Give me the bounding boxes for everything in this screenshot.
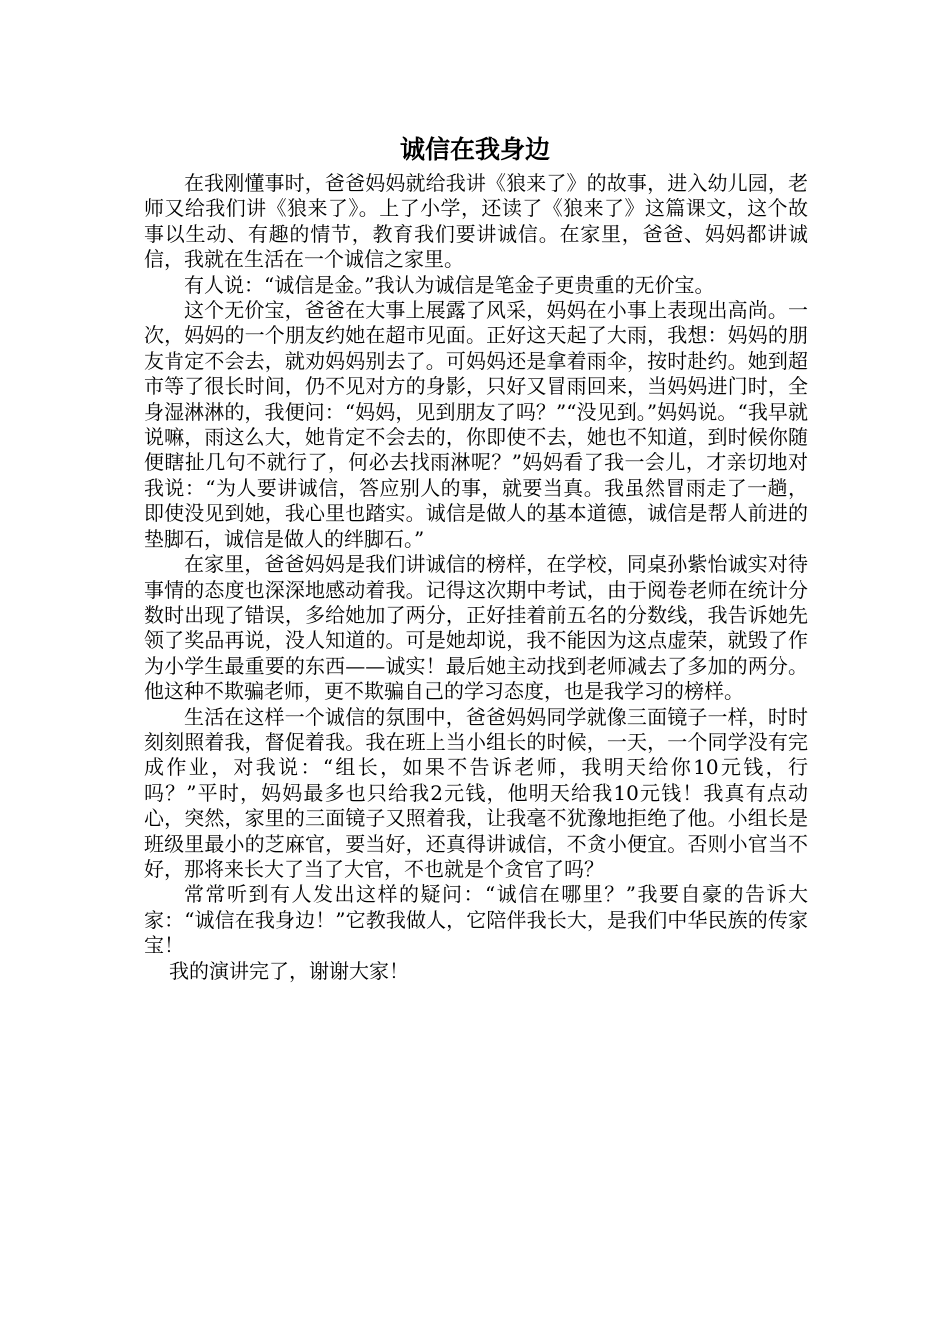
paragraph: 在家里，爸爸妈妈是我们讲诚信的榜样，在学校，同桌孙紫怡诚实对待事情的态度也深深地感动着我。记得这次期中考试，由于阅卷老师在统计分数时出现了错误，多给她加了两分，正好挂着前五名的分数线，我告诉她先领了奖品再说，没人知道的。可是她却说，我不能因为这点虚荣，就毁了作为小学生最重要的东西——诚实！最后她主动找到老师减去了多加的两分。他这种不欺骗老师，更不欺骗自己的学习态度，也是我学习的榜样。 — [144, 552, 808, 704]
paragraph: 常常听到有人发出这样的疑问：“诚信在哪里？”我要自豪的告诉大家：“诚信在我身边！”它教我做人，它陪伴我长大，是我们中华民族的传家宝！ — [144, 882, 808, 958]
paragraph: 这个无价宝，爸爸在大事上展露了风采，妈妈在小事上表现出高尚。一次，妈妈的一个朋友约她在超市见面。正好这天起了大雨，我想：妈妈的朋友肯定不会去，就劝妈妈别去了。可妈妈还是拿着雨伞，按时赴约。她到超市等了很长时间，仍不见对方的身影，只好又冒雨回来，当妈妈进门时，全身湿淋淋的，我便问：“妈妈，见到朋友了吗？”“没见到。”妈妈说。“我早就说嘛，雨这么大，她肯定不会去的，你即使不去，她也不知道，到时候你随便瞎扯几句不就行了，何必去找雨淋呢？”妈妈看了我一会儿，才亲切地对我说：“为人要讲诚信，答应别人的事，就要当真。我虽然冒雨走了一趟，即使没见到她，我心里也踏实。诚信是做人的基本道德，诚信是帮人前进的垫脚石，诚信是做人的绊脚石。” — [144, 298, 808, 551]
paragraph: 有人说：“诚信是金。”我认为诚信是笔金子更贵重的无价宝。 — [184, 272, 715, 297]
paragraph: 在我刚懂事时，爸爸妈妈就给我讲《狼来了》的故事，进入幼儿园，老师又给我们讲《狼来了》。上了小学，还读了《狼来了》这篇课文，这个故事以生动、有趣的情节，教育我们要讲诚信。在家里，爸爸、妈妈都讲诚信，我就在生活在一个诚信之家里。 — [144, 171, 808, 272]
document-body — [144, 171, 808, 984]
closing-line: 我的演讲完了，谢谢大家！ — [169, 958, 409, 983]
paragraph: 生活在这样一个诚信的氛围中，爸爸妈妈同学就像三面镜子一样，时时刻刻照着我，督促着我。我在班上当小组长的时候，一天，一个同学没有完成作业，对我说：“组长，如果不告诉老师，我明天给你10元钱，行吗？”平时，妈妈最多也只给我2元钱，他明天给我10元钱！我真有点动心，突然，家里的三面镜子又照着我，让我毫不犹豫地拒绝了他。小组长是班级里最小的芝麻官，要当好，还真得讲诚信，不贪小便宜。否则小官当不好，那将来长大了当了大官，不也就是个贪官了吗？ — [144, 704, 808, 881]
document-title: 诚信在我身边 — [399, 135, 550, 164]
